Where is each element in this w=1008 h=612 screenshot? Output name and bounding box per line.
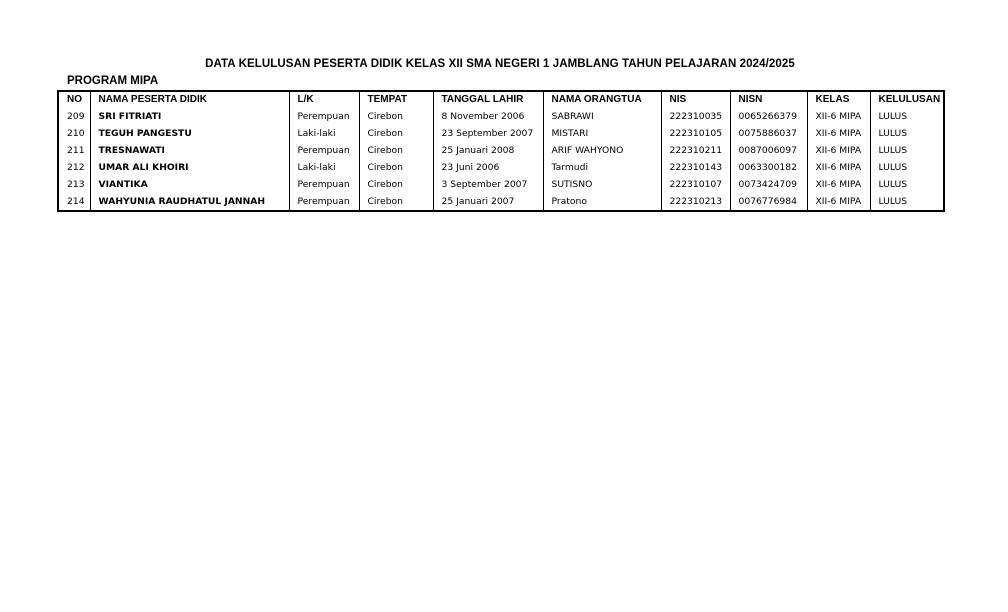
cell-birthdate: 25 Januari 2007: [433, 193, 543, 211]
header-name: NAMA PESERTA DIDIK: [90, 91, 289, 108]
cell-parent: MISTARI: [543, 125, 661, 142]
table-row: [58, 193, 944, 211]
cell-status: LULUS: [870, 193, 944, 211]
header-birthdate: TANGGAL LAHIR: [433, 91, 543, 108]
cell-gender: Laki-laki: [289, 159, 359, 176]
cell-status: LULUS: [870, 159, 944, 176]
header-status: KELULUSAN: [870, 91, 944, 108]
table-row: [58, 142, 944, 159]
cell-class: XII-6 MIPA: [807, 125, 870, 142]
cell-parent: Tarmudi: [543, 159, 661, 176]
cell-parent: SABRAWI: [543, 108, 661, 125]
cell-class: XII-6 MIPA: [807, 142, 870, 159]
cell-birthdate: 23 Juni 2006: [433, 159, 543, 176]
header-nis: NIS: [661, 91, 730, 108]
cell-name: SRI FITRIATI: [90, 108, 289, 125]
header-nisn: NISN: [730, 91, 807, 108]
cell-name: TEGUH PANGESTU: [90, 125, 289, 142]
cell-birthplace: Cirebon: [359, 108, 433, 125]
table-row: [58, 125, 944, 142]
graduation-table: [57, 90, 945, 212]
cell-class: XII-6 MIPA: [807, 176, 870, 193]
cell-birthdate: 23 September 2007: [433, 125, 543, 142]
cell-gender: Perempuan: [289, 108, 359, 125]
cell-name: UMAR ALI KHOIRI: [90, 159, 289, 176]
cell-no: 212: [67, 162, 85, 173]
header-no: NO: [67, 94, 82, 105]
cell-status: LULUS: [870, 108, 944, 125]
cell-birthplace: Cirebon: [359, 193, 433, 211]
cell-nis: 222310143: [661, 159, 730, 176]
cell-nisn: 0063300182: [730, 159, 807, 176]
table-row: [58, 159, 944, 176]
cell-status: LULUS: [870, 142, 944, 159]
cell-birthdate: 25 Januari 2008: [433, 142, 543, 159]
cell-class: XII-6 MIPA: [807, 159, 870, 176]
header-parent: NAMA ORANGTUA: [543, 91, 661, 108]
cell-nisn: 0075886037: [730, 125, 807, 142]
cell-no: 209: [67, 111, 85, 122]
program-label: PROGRAM MIPA: [67, 75, 159, 87]
header-class: KELAS: [807, 91, 870, 108]
cell-nis: 222310035: [661, 108, 730, 125]
cell-parent: Pratono: [543, 193, 661, 211]
header-gender: L/K: [289, 91, 359, 108]
cell-status: LULUS: [870, 176, 944, 193]
cell-gender: Perempuan: [289, 193, 359, 211]
cell-name: TRESNAWATI: [90, 142, 289, 159]
table-header-row: [58, 91, 944, 108]
document-title: DATA KELULUSAN PESERTA DIDIK KELAS XII SMA NEGERI 1 JAMBLANG TAHUN PELAJARAN 2024/2025: [205, 58, 795, 70]
cell-no: 213: [67, 179, 85, 190]
cell-gender: Perempuan: [289, 176, 359, 193]
cell-class: XII-6 MIPA: [807, 193, 870, 211]
cell-no: 211: [67, 145, 85, 156]
cell-nis: 222310211: [661, 142, 730, 159]
cell-class: XII-6 MIPA: [807, 108, 870, 125]
cell-nisn: 0065266379: [730, 108, 807, 125]
cell-name: WAHYUNIA RAUDHATUL JANNAH: [90, 193, 289, 211]
cell-birthplace: Cirebon: [359, 159, 433, 176]
table-row: [58, 108, 944, 125]
cell-birthplace: Cirebon: [359, 176, 433, 193]
cell-birthplace: Cirebon: [359, 125, 433, 142]
table-row: [58, 176, 944, 193]
cell-nis: 222310213: [661, 193, 730, 211]
cell-gender: Perempuan: [289, 142, 359, 159]
header-birthplace: TEMPAT: [359, 91, 433, 108]
cell-gender: Laki-laki: [289, 125, 359, 142]
cell-parent: SUTISNO: [543, 176, 661, 193]
cell-no: 210: [67, 128, 85, 139]
cell-nisn: 0087006097: [730, 142, 807, 159]
cell-birthplace: Cirebon: [359, 142, 433, 159]
cell-birthdate: 8 November 2006: [433, 108, 543, 125]
cell-no: 214: [67, 196, 85, 207]
cell-status: LULUS: [870, 125, 944, 142]
cell-nis: 222310105: [661, 125, 730, 142]
cell-birthdate: 3 September 2007: [433, 176, 543, 193]
cell-parent: ARIF WAHYONO: [543, 142, 661, 159]
cell-nis: 222310107: [661, 176, 730, 193]
cell-nisn: 0076776984: [730, 193, 807, 211]
cell-name: VIANTIKA: [90, 176, 289, 193]
cell-nisn: 0073424709: [730, 176, 807, 193]
